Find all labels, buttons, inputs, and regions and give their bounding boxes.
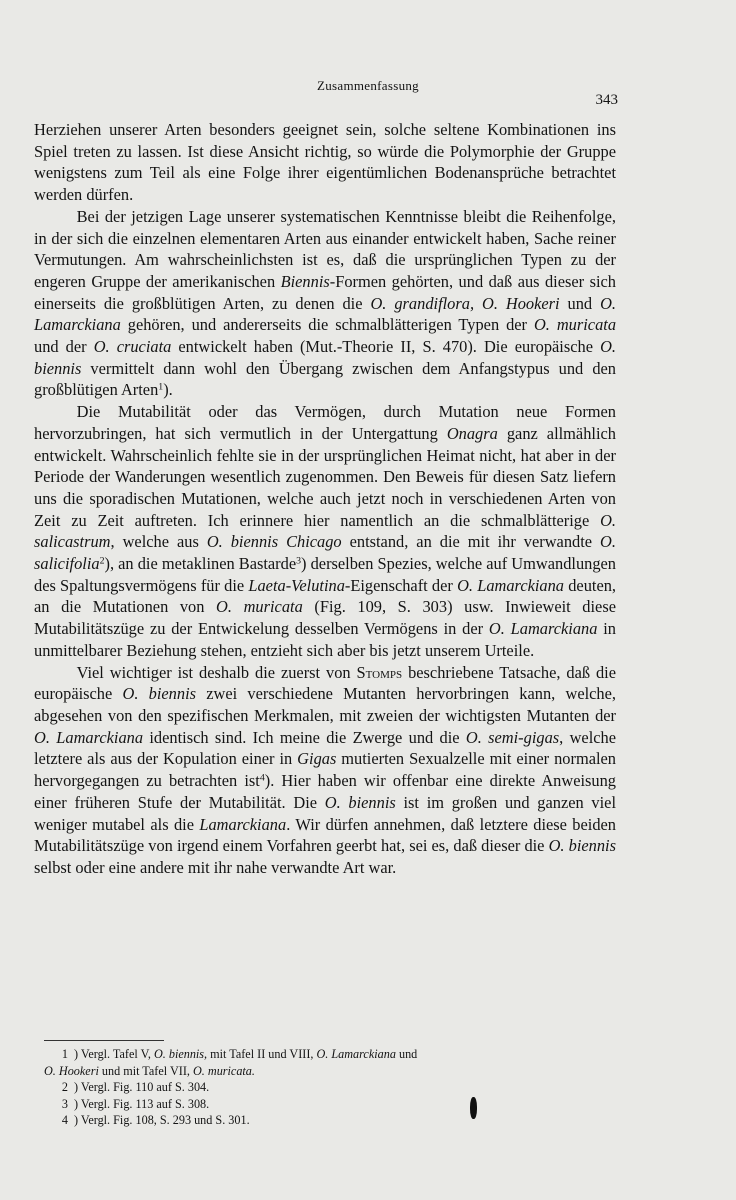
species-name: O. biennis xyxy=(548,836,616,856)
species-name: O. salicastrum xyxy=(34,510,616,552)
paragraph-3 xyxy=(34,401,616,661)
text-run: vermittelt dann wohl den Übergang zwischen dem Anfangstypus und den großblütigen Arten xyxy=(34,358,616,400)
text-run: und der xyxy=(34,337,94,357)
ink-spot xyxy=(470,1097,477,1119)
footnote-ref: 4 xyxy=(259,772,265,784)
footnote-1-continued xyxy=(44,1063,616,1080)
text-run: , welche aus xyxy=(110,532,207,552)
body-text xyxy=(34,119,616,879)
text-run: . Wir dürfen annehmen, daß letztere diese beiden Mutabilitätszüge von irgend einem Vorfahren geerbt hat, sei es, daß dieser die xyxy=(34,814,616,856)
text-run: beschriebene Tatsache, daß die europäische xyxy=(34,662,616,704)
species-name: O. biennis xyxy=(324,792,396,812)
footnote-2 xyxy=(50,1079,616,1096)
text-run: entstand, an die mit ihr verwandte xyxy=(341,532,601,552)
text-run: , welche letztere als aus der Kopulation einer in xyxy=(34,727,616,769)
species-name: O. Lamarckiana xyxy=(488,619,598,639)
text-run: -Formen gehörten, und daß aus dieser sich einerseits die großblütigen Arten, zu denen die xyxy=(34,271,616,313)
text-run: deuten, an die Mutationen von xyxy=(34,575,617,617)
text-run: ) Vergl. Fig. 110 auf S. 304. xyxy=(74,1080,210,1095)
species-name: O. biennis xyxy=(122,684,197,704)
species-name: O. biennis xyxy=(34,337,617,378)
species-name: O. biennis, xyxy=(153,1047,208,1061)
footnote-mark: 4 xyxy=(61,1113,68,1128)
footnote-3 xyxy=(50,1096,616,1113)
species-name: O. Hookeri xyxy=(44,1063,99,1078)
text-run: entwickelt haben (Mut.-Theorie II, S. 470). Die europäische xyxy=(171,337,601,357)
text-run: und xyxy=(395,1047,418,1061)
species-name: O. Lamarckiana xyxy=(457,575,565,595)
text-run: Viel wichtiger ist deshalb die zuerst von xyxy=(76,662,357,682)
text-run: in unmittelbarer Beziehung stehen, entzieht sich aber bis jetzt unserem Urteile. xyxy=(34,619,616,660)
species-name: O. muricata xyxy=(533,315,617,335)
footnotes xyxy=(44,1046,616,1129)
running-title: Zusammenfassung xyxy=(317,78,419,93)
species-name: Lamarckiana xyxy=(199,814,287,834)
text-run: und xyxy=(559,293,601,313)
text-run: ganz allmählich entwickelt. Wahrscheinlich fehlte sie in der ursprünglichen Heimat nicht, hat aber in der Periode der Wanderungen wesentlich zugenommen. Den Beweis für diesen Satz liefern uns die sporadischen Mutationen, welche auch jetzt noch in verschiedenen Arten von Zeit zu Zeit auftreten. Ich erinnere hier namentlich an die schmalblätterige xyxy=(34,423,616,530)
paragraph-4 xyxy=(34,662,616,879)
species-name: O. cruciata xyxy=(93,337,172,357)
text-run: (Fig. 109, S. 303) usw. Inwieweit diese Mutabilitätszüge zu der Entwickelung desselben Vermögens in der xyxy=(34,597,616,639)
footnote-mark: 3 xyxy=(61,1096,68,1111)
footnote-divider xyxy=(44,1040,164,1041)
footnote-mark: 2 xyxy=(61,1080,68,1095)
footnote-ref: 1 xyxy=(158,382,164,394)
text-run: Herziehen unserer Arten besonders geeignet sein, solche seltene Kombinationen ins Spiel treten zu lassen. Ist diese Ansicht richtig, so würde die Polymorphie der Gruppe wenigstens zum Teil als eine Folge ihrer eigentümlichen Bodenansprüche betrachtet werden dürfen. xyxy=(34,120,616,205)
footnote-ref: 2 xyxy=(99,555,105,567)
text-run: Die Mutabilität oder das Vermögen, durch Mutation neue Formen hervorzubringen, hat sich vermutlich in der Untergattung xyxy=(34,402,616,443)
text-run: und mit Tafel VII, xyxy=(98,1063,193,1078)
species-name: O. salicifolia xyxy=(34,532,616,574)
footnote-1 xyxy=(50,1046,616,1063)
author-name: Stomps xyxy=(356,662,403,682)
footnote-4 xyxy=(50,1112,616,1129)
genus-name: Onagra xyxy=(446,423,498,443)
text-run: Bei der jetzigen Lage unserer systematischen Kenntnisse bleibt die Reihenfolge, in der sich die einzelnen elementaren Arten aus einander entwickelt haben, Sache reiner Vermutungen. Am wahrscheinlichsten ist es, daß die ursprünglichen Typen zu der engeren Gruppe der amerikanischen xyxy=(34,206,616,291)
text-run: selbst oder eine andere mit ihr nahe verwandte Art war. xyxy=(34,857,397,877)
species-name: Gigas xyxy=(297,749,337,769)
species-name: O. grandiflora, O. Hookeri xyxy=(370,293,560,313)
text-run: ) derselben Spezies, welche auf Umwandlungen des Spaltungsvermögens für die xyxy=(34,554,617,595)
species-name: O. biennis Chicago xyxy=(206,532,342,552)
paragraph-1 xyxy=(34,119,616,206)
text-run: mutierten Sexualzelle mit einer normalen hervorgegangen zu betrachten ist xyxy=(34,749,616,791)
species-name: O. Lamarckiana xyxy=(316,1047,396,1061)
species-name: Biennis xyxy=(280,271,330,291)
text-run: gehören, und andererseits die schmalblätterigen Typen der xyxy=(120,315,534,335)
text-run: ist im großen und ganzen viel weniger mutabel als die xyxy=(34,792,616,834)
page-number: 343 xyxy=(595,92,618,108)
footnote-ref: 3 xyxy=(296,555,302,567)
footnote-mark: 1 xyxy=(61,1047,68,1061)
trait-name: Laeta-Velutina xyxy=(248,575,345,595)
text-run: ) Vergl. Fig. 108, S. 293 und S. 301. xyxy=(74,1113,250,1128)
species-name: O. muricata. xyxy=(193,1063,255,1078)
species-name: O. Lamarckiana xyxy=(34,727,144,747)
text-run: identisch sind. Ich meine die Zwerge und die xyxy=(143,727,466,747)
text-run: ) Vergl. Tafel V, xyxy=(74,1047,154,1061)
species-name: O. Lamarckiana xyxy=(34,293,617,335)
text-run: ). xyxy=(163,380,173,400)
text-run: ) Vergl. Fig. 113 auf S. 308. xyxy=(74,1096,210,1111)
text-run: ). Hier haben wir offenbar eine direkte Anweisung einer früheren Stufe der Mutabilität. Die xyxy=(34,771,616,812)
species-name: O. muricata xyxy=(216,597,303,617)
text-run: ), an die metaklinen Bastarde xyxy=(104,554,297,574)
paragraph-2 xyxy=(34,206,616,401)
species-name: O. semi-gigas xyxy=(465,727,560,747)
text-run: mit Tafel II und VIII, xyxy=(207,1047,317,1061)
text-run: zwei verschiedene Mutanten hervorbringen kann, welche, abgesehen von den spezifischen Merkmalen, mit zweien der wichtigsten Mutanten der xyxy=(34,684,616,725)
text-run: -Eigenschaft der xyxy=(344,575,458,595)
